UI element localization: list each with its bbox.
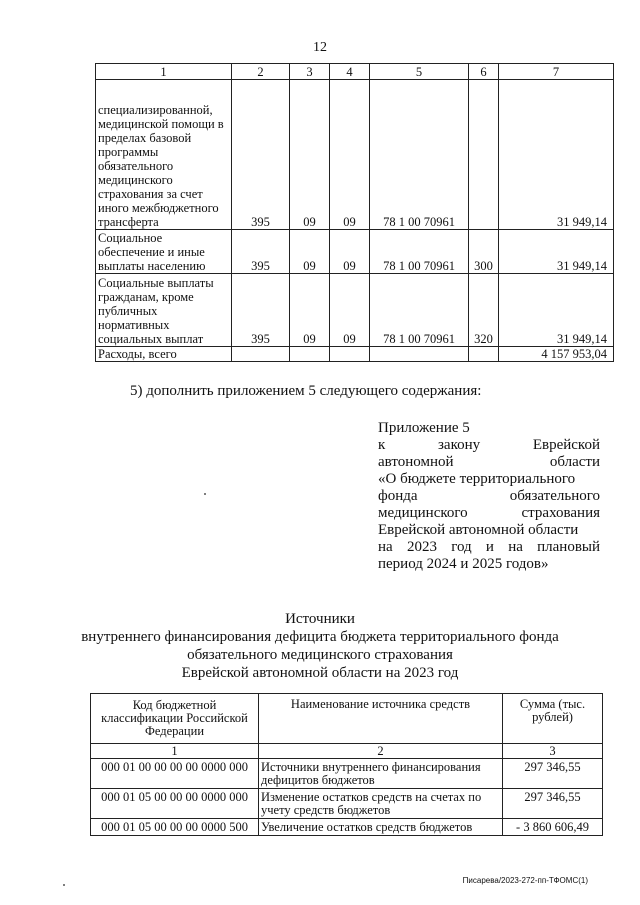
table-row <box>91 759 603 789</box>
cell-section: 09 <box>290 230 330 274</box>
table-header-row <box>91 694 603 744</box>
appendix-line: «О бюджете территориального <box>378 471 576 487</box>
table-row <box>96 274 614 347</box>
appendix-line: к закону Еврейской <box>378 437 600 453</box>
appendix-line: автономной области <box>378 454 600 470</box>
row-name: Изменение остатков средств на счетах по учету средств бюджетов <box>259 789 503 819</box>
row-sum: - 3 860 606,49 <box>503 819 603 836</box>
cell-target: 78 1 00 70961 <box>370 274 469 347</box>
header-cell: 6 <box>469 64 499 80</box>
scan-speck <box>63 884 65 886</box>
appendix-line: фонда обязательного <box>378 488 600 504</box>
cell-target <box>370 347 469 362</box>
cell-section: 09 <box>290 80 330 230</box>
cell-target: 78 1 00 70961 <box>370 80 469 230</box>
appendix-line: медицинского страхования <box>378 505 600 521</box>
row-name: Социальные выплаты гражданам, кроме публичных нормативных социальных выплат <box>96 274 232 347</box>
section-title: обязательного медицинского страхования <box>187 647 453 663</box>
appendix-label: Приложение 5 <box>378 420 470 436</box>
cell-subsection: 09 <box>330 80 370 230</box>
row-name: Расходы, всего <box>96 347 232 362</box>
cell-amount: 31 949,14 <box>499 230 614 274</box>
section-title: Еврейской автономной области на 2023 год <box>181 665 459 681</box>
row-name: Социальное обеспечение и иные выплаты населению <box>96 230 232 274</box>
row-code: 000 01 05 00 00 00 0000 500 <box>91 819 259 836</box>
table-row <box>91 819 603 836</box>
table-row <box>96 80 614 230</box>
cell-subsection: 09 <box>330 274 370 347</box>
cell-type: 320 <box>469 274 499 347</box>
header-code: Код бюджетной классификации Российской Федерации <box>91 694 259 744</box>
column-number: 2 <box>259 744 503 759</box>
cell-amount: 31 949,14 <box>499 274 614 347</box>
cell-ministry: 395 <box>232 80 290 230</box>
scan-speck <box>204 493 206 495</box>
footer-file-reference: Писарева/2023-272-пп-ТФОМС(1) <box>462 876 588 885</box>
cell-subsection <box>330 347 370 362</box>
page-number: 12 <box>313 40 327 55</box>
appendix-line: период 2024 и 2025 годов» <box>378 556 549 572</box>
table-row <box>96 230 614 274</box>
row-name: Увеличение остатков средств бюджетов <box>259 819 503 836</box>
row-sum: 297 346,55 <box>503 789 603 819</box>
header-cell: 2 <box>232 64 290 80</box>
section-title: внутреннего финансирования дефицита бюджета территориального фонда <box>81 629 559 645</box>
cell-subsection: 09 <box>330 230 370 274</box>
header-cell: 7 <box>499 64 614 80</box>
appendix-line: на 2023 год и на плановый <box>378 539 601 555</box>
expenses-table <box>95 63 614 362</box>
header-sum: Сумма (тыс. рублей) <box>503 694 603 744</box>
section-title: Источники <box>285 611 355 627</box>
appendix-line: Еврейской автономной области <box>378 522 579 538</box>
header-cell: 4 <box>330 64 370 80</box>
row-name: Источники внутреннего финансирования дефицитов бюджетов <box>259 759 503 789</box>
cell-ministry: 395 <box>232 274 290 347</box>
financing-sources-table <box>90 693 603 836</box>
row-sum: 297 346,55 <box>503 759 603 789</box>
table-header-row <box>96 64 614 80</box>
column-number: 3 <box>503 744 603 759</box>
cell-type <box>469 347 499 362</box>
cell-section: 09 <box>290 274 330 347</box>
cell-target: 78 1 00 70961 <box>370 230 469 274</box>
cell-section <box>290 347 330 362</box>
header-cell: 3 <box>290 64 330 80</box>
row-name: специализированной, медицинской помощи в пределах базовой программы обязательного медицинского страхования за счет иного межбюджетного трансферта <box>96 80 232 230</box>
row-code: 000 01 05 00 00 00 0000 000 <box>91 789 259 819</box>
cell-amount: 4 157 953,04 <box>499 347 614 362</box>
table-row <box>91 789 603 819</box>
header-cell: 5 <box>370 64 469 80</box>
cell-amount: 31 949,14 <box>499 80 614 230</box>
cell-ministry <box>232 347 290 362</box>
cell-ministry: 395 <box>232 230 290 274</box>
header-name: Наименование источника средств <box>259 694 503 744</box>
column-number: 1 <box>91 744 259 759</box>
table-row-total <box>96 347 614 362</box>
amendment-item-5: 5) дополнить приложением 5 следующего содержания: <box>130 383 482 399</box>
cell-type: 300 <box>469 230 499 274</box>
column-number-row <box>91 744 603 759</box>
row-code: 000 01 00 00 00 00 0000 000 <box>91 759 259 789</box>
cell-type <box>469 80 499 230</box>
header-cell: 1 <box>96 64 232 80</box>
